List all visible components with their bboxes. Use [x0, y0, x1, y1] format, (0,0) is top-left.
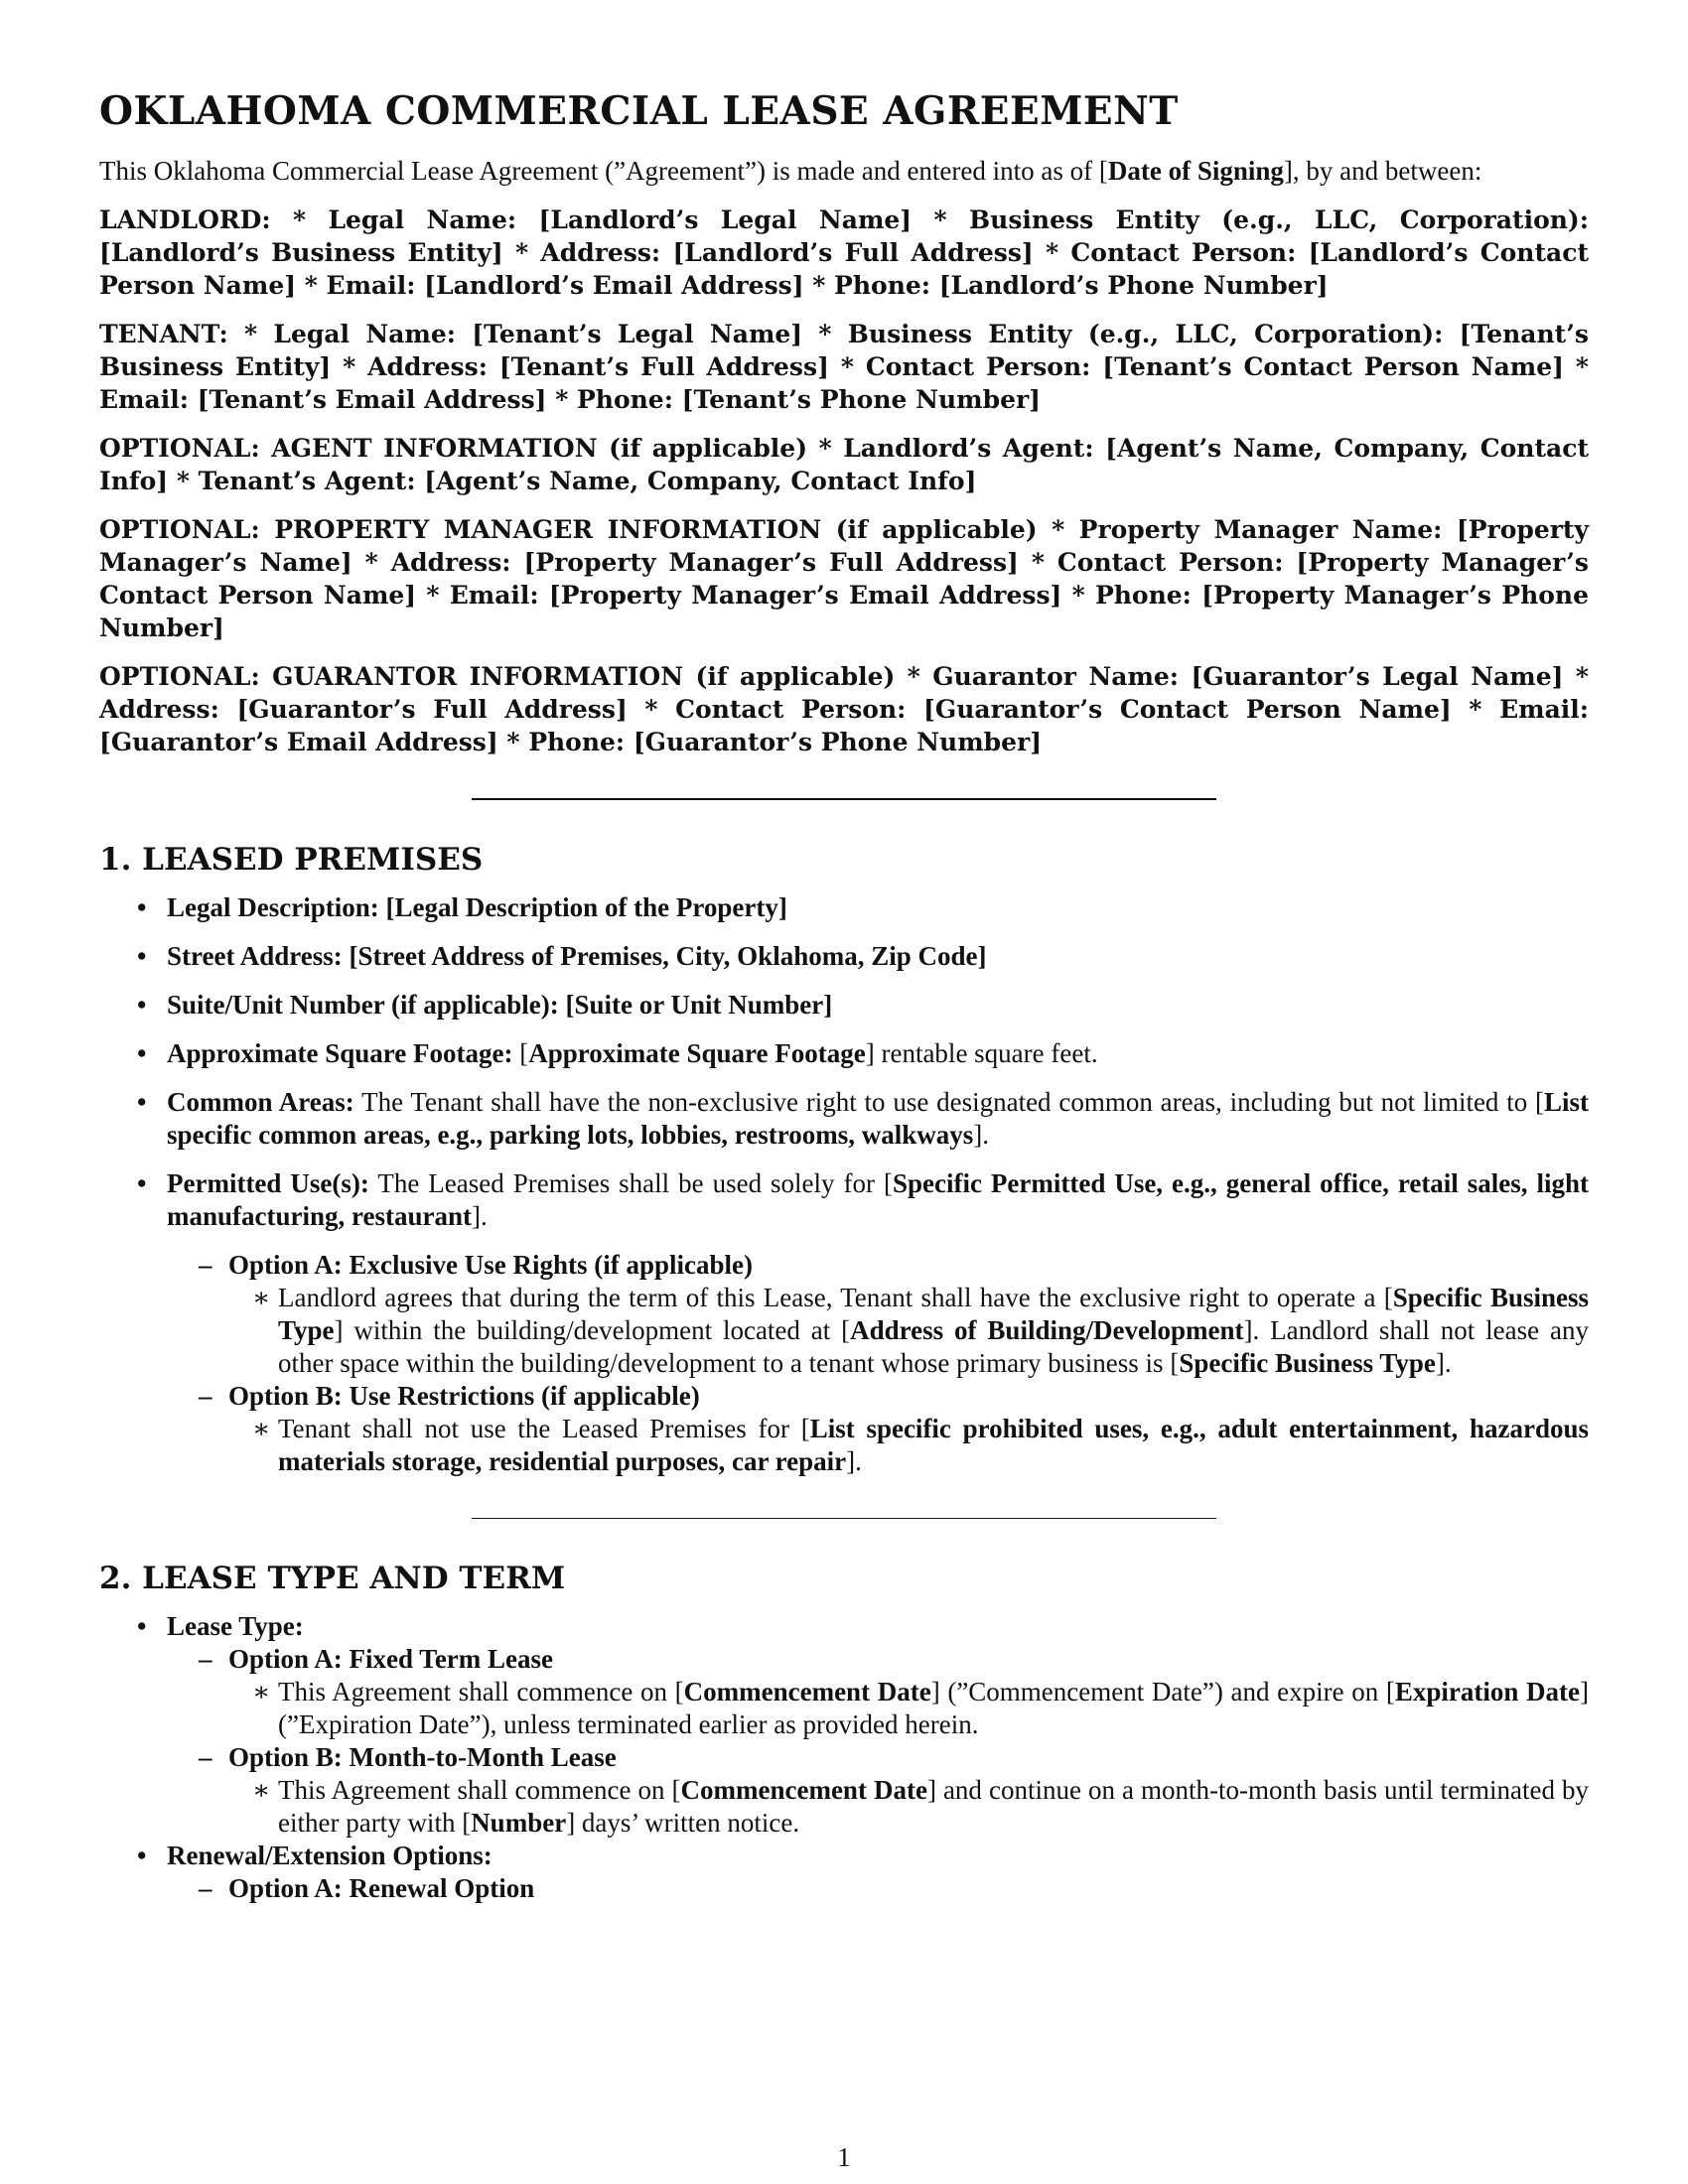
document-title: OKLAHOMA COMMERCIAL LEASE AGREEMENT	[99, 88, 1179, 134]
agent-block: OPTIONAL: AGENT INFORMATION (if applicable) * Landlord’s Agent: [Agent’s Name, Company, Contact Info] * Tenant’s Agent: [Agent’s Name, Company, Contact Info]	[99, 434, 1589, 495]
date-of-signing-placeholder: Date of Signing	[1107, 156, 1284, 186]
option-b-use-restrictions: – Option B: Use Restrictions (if applicable) ∗ Tenant shall not use the Leased Premises for [List specific prohibited uses, e.g., adult entertainment, hazardous materials storage, residential purposes, car repair].	[228, 1380, 1589, 1478]
section-divider	[472, 1518, 1216, 1519]
month-to-month-text: ∗ This Agreement shall commence on [Commencement Date] and continue on a month-to-month basis until terminated by either party with [Number] days’ written notice.	[278, 1774, 1589, 1840]
guarantor-block: OPTIONAL: GUARANTOR INFORMATION (if applicable) * Guarantor Name: [Guarantor’s Legal Name] * Address: [Guarantor’s Full Address] * Contact Person: [Guarantor’s Contact Person Name] * Email: [Guarantor’s Email Address] * Phone: [Guarantor’s Phone Number]	[99, 662, 1589, 756]
option-b-text: ∗ Tenant shall not use the Leased Premises for [List specific prohibited uses, e.g., adult entertainment, hazardous materials storage, residential purposes, car repair].	[278, 1413, 1589, 1478]
option-a-details	[228, 1282, 1589, 1380]
property-manager-block: OPTIONAL: PROPERTY MANAGER INFORMATION (if applicable) * Property Manager Name: [Property Manager’s Name] * Address: [Property Manager’s Full Address] * Contact Person: [Property Manager’s Contact Person Name] * Email: [Property Manager’s Email Address] * Phone: [Property Manager’s Phone Number]	[99, 515, 1589, 642]
option-a-exclusive-use: – Option A: Exclusive Use Rights (if applicable) ∗ Landlord agrees that during the term of this Lease, Tenant shall have the exclusive right to operate a [Specific Business Type] within the building/development located at [Address of Building/Development]. Landlord shall not lease any other space within the building/development to a tenant whose primary business is [Specific Business Type].	[228, 1249, 1589, 1380]
permitted-use-options	[167, 1249, 1589, 1478]
month-to-month-details	[228, 1774, 1589, 1840]
lease-type-options	[167, 1643, 1589, 1840]
list-item-common-areas: • Common Areas: The Tenant shall have the non-exclusive right to use designated common areas, including but not limited to [List specific common areas, e.g., parking lots, lobbies, restrooms, walkways].	[167, 1086, 1589, 1152]
section-divider	[472, 798, 1216, 800]
renewal-option-a: – Option A: Renewal Option	[228, 1872, 1589, 1905]
list-item-street-address: • Street Address: [Street Address of Premises, City, Oklahoma, Zip Code]	[167, 940, 1589, 973]
list-item-suite-number: • Suite/Unit Number (if applicable): [Suite or Unit Number]	[167, 989, 1589, 1022]
section-1-heading: 1. LEASED PREMISES	[99, 842, 484, 878]
document-page	[99, 87, 1589, 1905]
renewal-options	[167, 1872, 1589, 1905]
intro-text-end: ], by and between:	[1283, 156, 1482, 186]
list-item-permitted-use: • Permitted Use(s): The Leased Premises shall be used solely for [Specific Permitted Use, e.g., general office, retail sales, light manufacturing, restaurant]. – Option A: Exclusive Use Rights (if applicable) ∗ Landlord agrees that during the term of this Lease, Tenant shall have the exclusive right to operate a [Specific Business Type] within the building/development located at [Address of Building/Development]. Landlord shall not lease any other space within the building/development to a tenant whose primary business is [Specific Business Type]. – Option B: Use Restrictions (if applicable) ∗ Tenant shall not use the Leased Premises for [List specific prohibited uses, e.g., adult entertainment, hazardous materials storage, residential purposes, car repair].	[167, 1167, 1589, 1478]
list-item-lease-type: • Lease Type: – Option A: Fixed Term Lease ∗ This Agreement shall commence on [Commencement Date] (”Commencement Date”) and expire on [Expiration Date] (”Expiration Date”), unless terminated earlier as provided herein. – Option B: Month-to-Month Lease ∗ This Agreement shall commence on [Commencement Date] and continue on a month-to-month basis until terminated by either party with [Number] days’ written notice.	[167, 1610, 1589, 1840]
fixed-term-details	[228, 1676, 1589, 1741]
page-number: 1	[837, 2142, 851, 2172]
section-2-heading: 2. LEASE TYPE AND TERM	[99, 1561, 566, 1596]
list-item-square-footage: • Approximate Square Footage: [Approximate Square Footage] rentable square feet.	[167, 1037, 1589, 1070]
intro-paragraph	[99, 155, 1589, 188]
option-b-month-to-month: – Option B: Month-to-Month Lease ∗ This Agreement shall commence on [Commencement Date] and continue on a month-to-month basis until terminated by either party with [Number] days’ written notice.	[228, 1741, 1589, 1840]
list-item-legal-description: • Legal Description: [Legal Description of the Property]	[167, 891, 1589, 924]
option-a-text: ∗ Landlord agrees that during the term of this Lease, Tenant shall have the exclusive right to operate a [Specific Business Type] within the building/development located at [Address of Building/Development]. Landlord shall not lease any other space within the building/development to a tenant whose primary business is [Specific Business Type].	[278, 1282, 1589, 1380]
list-item-renewal-options: • Renewal/Extension Options: – Option A: Renewal Option	[167, 1840, 1589, 1905]
option-b-details	[228, 1413, 1589, 1478]
option-a-fixed-term: – Option A: Fixed Term Lease ∗ This Agreement shall commence on [Commencement Date] (”Commencement Date”) and expire on [Expiration Date] (”Expiration Date”), unless terminated earlier as provided herein.	[228, 1643, 1589, 1741]
tenant-block: TENANT: * Legal Name: [Tenant’s Legal Name] * Business Entity (e.g., LLC, Corporation): [Tenant’s Business Entity] * Address: [Tenant’s Full Address] * Contact Person: [Tenant’s Contact Person Name] * Email: [Tenant’s Email Address] * Phone: [Tenant’s Phone Number]	[99, 320, 1589, 414]
fixed-term-text: ∗ This Agreement shall commence on [Commencement Date] (”Commencement Date”) and expire on [Expiration Date] (”Expiration Date”), unless terminated earlier as provided herein.	[278, 1676, 1589, 1741]
lease-term-list	[99, 1610, 1589, 1905]
leased-premises-list	[99, 891, 1589, 1478]
intro-text: This Oklahoma Commercial Lease Agreement (”Agreement”) is made and entered into as of [	[99, 156, 1108, 186]
landlord-block: LANDLORD: * Legal Name: [Landlord’s Legal Name] * Business Entity (e.g., LLC, Corporation): [Landlord’s Business Entity] * Address: [Landlord’s Full Address] * Contact Person: [Landlord’s Contact Person Name] * Email: [Landlord’s Email Address] * Phone: [Landlord’s Phone Number]	[99, 205, 1589, 300]
